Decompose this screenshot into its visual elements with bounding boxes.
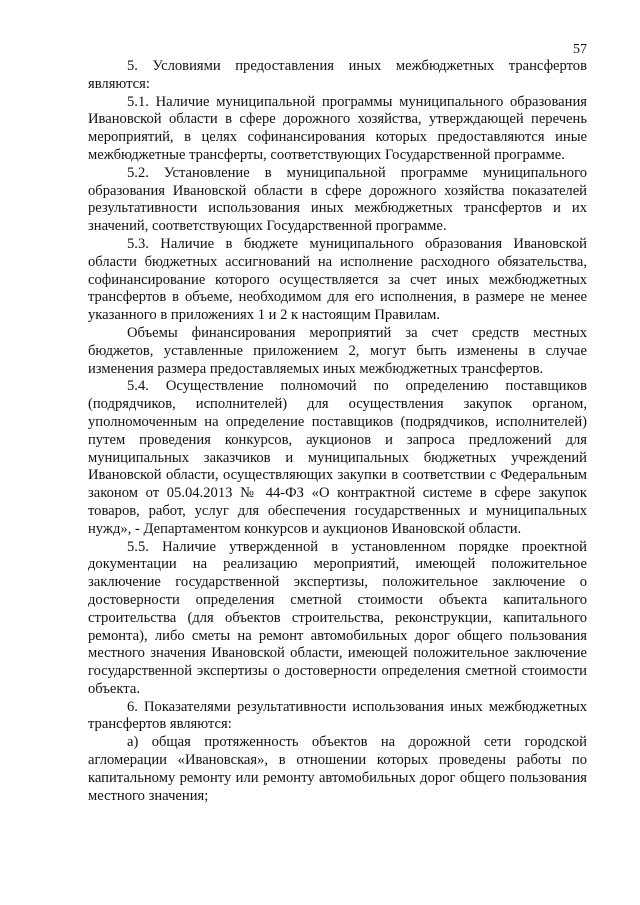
document-body	[88, 58, 587, 805]
paragraph-5: 5. Условиями предоставления иных межбюджетных трансфертов являются:	[88, 58, 587, 92]
paragraph-5-4: 5.4. Осуществление полномочий по определению поставщиков (подрядчиков, исполнителей) для осуществления закупок органом, уполномоченным на определение поставщиков (подрядчиков, исполнителей) путем проведения конкурсов, аукционов и запроса предложений для муниципальных заказчиков и муниципальных бюджетных учреждений Ивановской области, осуществляющих закупки в соответствии с Федеральным законом от 05.04.2013 № 44-ФЗ «О контрактной системе в сфере закупок товаров, работ, услуг для обеспечения государственных и муниципальных нужд», - Департаментом конкурсов и аукционов Ивановской области.	[88, 378, 587, 537]
paragraph-funding-volumes: Объемы финансирования мероприятий за счет средств местных бюджетов, уставленные приложением 2, могут быть изменены в случае изменения размера предоставляемых иных межбюджетных трансфертов.	[88, 324, 587, 377]
paragraph-5-2: 5.2. Установление в муниципальной программе муниципального образования Ивановской области в сфере дорожного хозяйства показателей результативности использования иных межбюджетных трансфертов и их значений, соответствующих Государственной программе.	[88, 164, 587, 235]
paragraph-5-5: 5.5. Наличие утвержденной в установленном порядке проектной документации на реализацию мероприятий, имеющей положительное заключение государственной экспертизы, положительное заключение о достоверности определения сметной стоимости объекта капитального строительства (для объектов строительства, реконструкции, капитального ремонта), либо сметы на ремонт автомобильных дорог общего пользования местного значения Ивановской области, имеющей положительное заключение государственной экспертизы о достоверности определения сметной стоимости объекта.	[88, 538, 587, 697]
paragraph-5-1: 5.1. Наличие муниципальной программы муниципального образования Ивановской области в сфере дорожного хозяйства, утверждающей перечень мероприятий, в целях софинансирования которых предоставляются иные межбюджетные трансферты, соответствующих Государственной программе.	[88, 93, 587, 163]
paragraph-6: 6. Показателями результативности использования иных межбюджетных трансфертов являются:	[88, 698, 587, 733]
paragraph-5-3: 5.3. Наличие в бюджете муниципального образования Ивановской области бюджетных ассигнований на исполнение расходного обязательства, софинансирование которого осуществляется за счет иных межбюджетных трансфертов в объеме, необходимом для его исполнения, в размере не менее указанного в приложениях 1 и 2 к настоящим Правилам.	[88, 235, 587, 324]
paragraph-6-a: а) общая протяженность объектов на дорожной сети городской агломерации «Ивановская», в отношении которых проведены работы по капитальному ремонту или ремонту автомобильных дорог общего пользования местного значения;	[88, 734, 587, 804]
page-number: 57	[573, 42, 587, 57]
